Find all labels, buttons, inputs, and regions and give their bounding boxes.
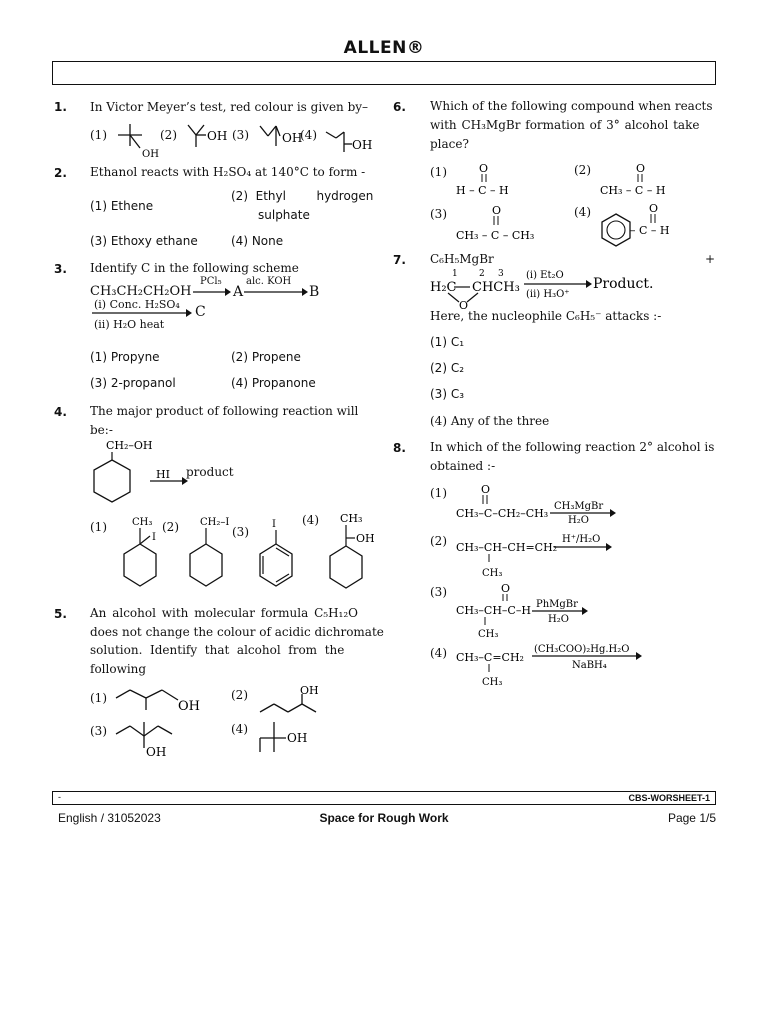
q1-opt1-structure (112, 122, 162, 162)
q3-reagent3: (i) Conc. H₂SO₄ (94, 298, 180, 311)
svg-text:PhMgBr: PhMgBr (536, 599, 578, 610)
q3-reagent1: PCl₅ (200, 276, 222, 287)
svg-text:1: 1 (452, 269, 458, 279)
footer-bar (52, 791, 716, 805)
q5-text1: An alcohol with molecular formula C₅H₁₂O (90, 606, 358, 620)
q8-text1: In which of the following reaction 2° alcohol is (430, 440, 715, 454)
q6-opt2-structure (598, 160, 678, 202)
q3-arrow3 (92, 308, 192, 318)
svg-text:CH₃MgBr: CH₃MgBr (554, 501, 604, 512)
q6-opt4-label: (4) (574, 205, 591, 219)
svg-text:H₂C: H₂C (430, 280, 457, 295)
q8-opt2-structure (454, 528, 624, 580)
q5-opt2-label: (2) (231, 688, 248, 702)
q3-reagent2: alc. KOH (246, 276, 292, 287)
q6-text3: place? (430, 137, 469, 151)
q8-opt3-structure (454, 580, 624, 640)
footer-left-mark: - (58, 792, 61, 802)
q5-opt4-label: (4) (231, 722, 248, 736)
svg-text:CH₃–CH–C–H: CH₃–CH–C–H (456, 604, 531, 617)
q2-number: 2. (54, 166, 67, 180)
q7-text: Here, the nucleophile C₆H₅⁻ attacks :- (430, 309, 662, 323)
svg-text:O: O (459, 299, 469, 310)
q2-opt4: (4) None (231, 234, 284, 248)
q6-text2: with CH₃MgBr formation of 3° alcohol take (430, 118, 700, 132)
q5-opt2-structure (256, 682, 336, 722)
svg-text:CH₂–I: CH₂–I (200, 517, 230, 528)
q3-text: Identify C in the following scheme (90, 261, 299, 275)
q8-text2: obtained :- (430, 459, 496, 473)
q3-reagent4: (ii) H₂O heat (94, 318, 165, 331)
q1-opt1-label: (1) (90, 128, 107, 142)
q3-arrow2 (244, 287, 308, 297)
svg-text:CH₃–C=CH₂: CH₃–C=CH₂ (456, 651, 524, 664)
q1-oh-2: OH (207, 129, 228, 143)
svg-text:2: 2 (479, 269, 485, 279)
svg-text:O: O (492, 204, 502, 217)
footer-page-number: Page 1/5 (667, 811, 716, 825)
q4-text2: be:- (90, 423, 113, 437)
q1-oh-1: OH (142, 149, 159, 160)
svg-text:O: O (481, 483, 491, 496)
q3-c: C (195, 304, 206, 320)
svg-text:OH: OH (178, 699, 200, 714)
allen-logo: ALLEN® (343, 38, 425, 58)
q7-opt1: (1) C₁ (430, 335, 465, 349)
q4-text1: The major product of following reaction will (90, 404, 359, 418)
q1-opt2-label: (2) (160, 128, 177, 142)
q3-opt2: (2) Propene (231, 350, 301, 364)
q3-number: 3. (54, 262, 67, 276)
q4-opt4-structure (324, 508, 378, 596)
svg-text:CH₃ – C – H: CH₃ – C – H (600, 184, 666, 197)
svg-text:(ii) H₃O⁺: (ii) H₃O⁺ (526, 289, 570, 300)
svg-text:CH₃: CH₃ (482, 677, 503, 688)
q8-opt1-structure (454, 482, 624, 524)
q5-opt1-structure (112, 684, 212, 716)
q5-text2: does not change the colour of acidic dichromate (90, 625, 384, 639)
q5-number: 5. (54, 607, 67, 621)
svg-text:(i) Et₂O: (i) Et₂O (526, 270, 564, 281)
q6-opt3-label: (3) (430, 207, 447, 221)
q5-opt4-structure (256, 718, 326, 760)
q4-opt3-structure (254, 514, 300, 592)
svg-text:OH: OH (356, 532, 375, 545)
q5-opt3-label: (3) (90, 724, 107, 738)
q8-opt3-label: (3) (430, 585, 447, 599)
svg-text:H₂O: H₂O (568, 515, 589, 524)
q3-opt3: (3) 2-propanol (90, 376, 176, 390)
q8-opt1-label: (1) (430, 486, 447, 500)
q5-opt3-structure (112, 718, 192, 762)
svg-text:I: I (272, 519, 276, 530)
footer-worksheet-id: CBS-WORSHEET-1 (628, 793, 710, 803)
svg-text:O: O (501, 582, 511, 595)
svg-text:H – C – H: H – C – H (456, 184, 509, 197)
svg-text:NaBH₄: NaBH₄ (572, 660, 607, 671)
q6-opt3-structure (454, 202, 546, 246)
footer-rough-work: Space for Rough Work (319, 811, 449, 825)
q2-opt3: (3) Ethoxy ethane (90, 234, 198, 248)
q7-epoxide-reaction (428, 266, 658, 310)
q7-number: 7. (393, 253, 406, 267)
q2-opt2b: sulphate (258, 208, 310, 222)
q4-opt2-label: (2) (162, 520, 179, 534)
q4-opt1-label: (1) (90, 520, 107, 534)
q6-opt2-label: (2) (574, 163, 591, 177)
q6-text1: Which of the following compound when reacts (430, 99, 713, 113)
q8-opt4-label: (4) (430, 646, 447, 660)
svg-text:CH₃–CH–CH=CH₂: CH₃–CH–CH=CH₂ (456, 541, 558, 554)
q1-oh-4: OH (352, 138, 373, 152)
q7-plus: + (705, 252, 716, 266)
q6-opt1-structure (454, 160, 524, 202)
q1-opt4-label: (4) (300, 128, 317, 142)
q1-opt2-structure (182, 122, 234, 150)
q8-number: 8. (393, 441, 406, 455)
svg-text:OH: OH (300, 684, 319, 697)
q7-opt3: (3) C₃ (430, 387, 465, 401)
q8-opt4-structure (454, 640, 654, 690)
svg-text:CHCH₃: CHCH₃ (472, 280, 520, 295)
q2-text: Ethanol reacts with H₂SO₄ at 140°C to form - (90, 165, 366, 179)
svg-text:CH₃ – C – CH₃: CH₃ – C – CH₃ (456, 229, 535, 242)
svg-text:– C – H: – C – H (630, 224, 670, 237)
svg-text:I: I (152, 532, 156, 543)
q2-opt2a: (2) Ethyl hydrogen (231, 189, 374, 203)
svg-text:CH₃: CH₃ (132, 517, 153, 528)
header-box (52, 61, 716, 85)
svg-text:CH₃: CH₃ (340, 512, 363, 525)
q7-opt4: (4) Any of the three (430, 414, 550, 428)
q1-number: 1. (54, 100, 67, 114)
q6-opt1-label: (1) (430, 165, 447, 179)
q3-reactant: CH₃CH₂CH₂OH (90, 284, 192, 299)
svg-text:(CH₃COO)₂Hg.H₂O: (CH₃COO)₂Hg.H₂O (534, 644, 630, 655)
q3-b: B (309, 284, 320, 300)
svg-text:H₂O: H₂O (548, 614, 569, 625)
q7-opt2: (2) C₂ (430, 361, 465, 375)
q3-arrow1 (193, 287, 231, 297)
svg-text:3: 3 (498, 269, 504, 279)
q2-opt1: (1) Ethene (90, 199, 154, 213)
svg-text:H⁺/H₂O: H⁺/H₂O (562, 534, 601, 545)
svg-text:Product.: Product. (593, 276, 654, 292)
q6-opt4-structure (596, 200, 696, 248)
svg-text:O: O (479, 162, 489, 175)
q6-number: 6. (393, 100, 406, 114)
svg-text:O: O (636, 162, 646, 175)
svg-text:OH: OH (146, 745, 167, 759)
q4-opt4-label: (4) (302, 513, 319, 527)
q3-opt1: (1) Propyne (90, 350, 160, 364)
q5-opt1-label: (1) (90, 691, 107, 705)
svg-text:O: O (649, 202, 659, 215)
q7-reagent: C₆H₅MgBr (430, 252, 494, 266)
footer-language-date: English / 31052023 (58, 811, 161, 825)
q3-opt4: (4) Propanone (231, 376, 316, 390)
svg-text:CH₃: CH₃ (482, 568, 503, 579)
q1-text: In Victor Meyer’s test, red colour is given by– (90, 100, 369, 114)
q4-number: 4. (54, 405, 67, 419)
q5-text3: solution. Identify that alcohol from the (90, 643, 345, 657)
q1-oh-3: OH (282, 131, 303, 145)
svg-text:CH₃: CH₃ (478, 629, 499, 640)
svg-text:OH: OH (287, 731, 308, 745)
q1-opt3-label: (3) (232, 128, 249, 142)
q4-hi: HI (156, 468, 170, 481)
q4-ch2oh: CH₂–OH (106, 439, 153, 452)
q5-text4: following (90, 662, 147, 676)
svg-text:CH₃–C–CH₂–CH₃: CH₃–C–CH₂–CH₃ (456, 507, 549, 520)
q4-product: product (186, 465, 234, 479)
q4-opt3-label: (3) (232, 525, 249, 539)
q3-a: A (233, 284, 244, 300)
q8-opt2-label: (2) (430, 534, 447, 548)
q1-opt4-structure (322, 122, 374, 156)
